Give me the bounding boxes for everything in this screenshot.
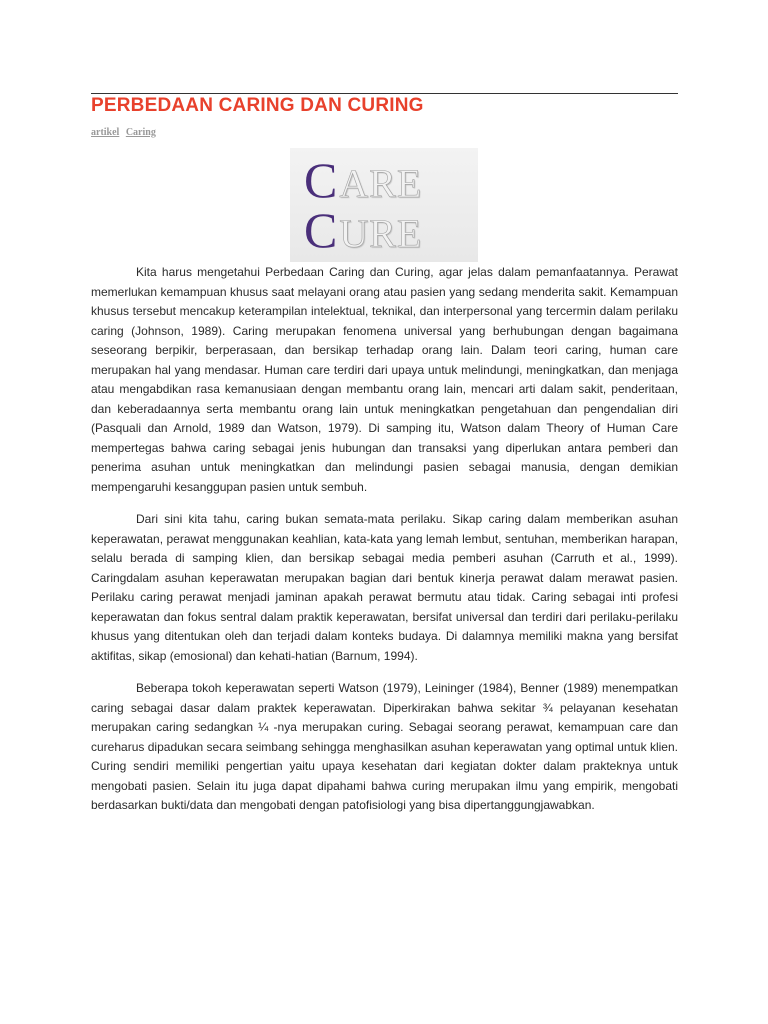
article-body (91, 263, 678, 829)
care-initial: C (304, 152, 338, 208)
care-rest: ARE (339, 161, 423, 206)
cure-word (304, 202, 423, 258)
paragraph-1: Kita harus mengetahui Perbedaan Caring dan Curing, agar jelas dalam pemanfaatannya. Perawat memerlukan kemampuan khusus saat melayani orang atau pasien yang sedang menderita sakit. Kemampuan khusus tersebut mencakup keterampilan intelektual, teknikal, dan interpersonal yang tercermin dalam perilaku caring (Johnson, 1989). Caring merupakan fenomena universal yang berhubungan dengan bagaimana seseorang berpikir, berperasaan, dan bersikap terhadap orang lain. Dalam teori caring, human care merupakan hal yang mendasar. Human care terdiri dari upaya untuk melindungi, meningkatkan, dan menjaga atau mengabdikan rasa kemanusiaan dengan membantu orang lain, mencari arti dalam sakit, penderitaan, dan keberadaannya serta membantu orang lain untuk meningkatkan pengetahuan dan pengendalian diri (Pasquali dan Arnold, 1989 dan Watson, 1979). Di samping itu, Watson dalam Theory of Human Care mempertegas bahwa caring sebagai jenis hubungan dan transaksi yang diperlukan antara pemberi dan penerima asuhan untuk meningkatkan dan melindungi pasien sebagai manusia, dengan demikian mempengaruhi kesanggupan pasien untuk sembuh. (91, 265, 678, 494)
paragraph-2: Dari sini kita tahu, caring bukan semata-mata perilaku. Sikap caring dalam memberikan asuhan keperawatan, perawat menggunakan keahlian, kata-kata yang lemah lembut, sentuhan, memberikan harapan, selalu berada di samping klien, dan bersikap sebagai media pemberi asuhan (Carruth et al., 1999). Caringdalam asuhan keperawatan merupakan bagian dari bentuk kinerja perawat dalam merawat pasien. Perilaku caring perawat menjadi jaminan apakah perawat bermutu atau tidak. Caring sebagai inti profesi keperawatan dan fokus sentral dalam praktik keperawatan, bersifat universal dan terdiri dari perilaku-perilaku khusus yang ditentukan oleh dan terjadi dalam konteks budaya. Di dalamnya memiliki makna yang bersifat aktifitas, sikap (emosional) dan kehati-hatian (Barnum, 1994). (91, 512, 678, 663)
paragraph-3: Beberapa tokoh keperawatan seperti Watson (1979), Leininger (1984), Benner (1989) menempatkan caring sebagai dasar dalam praktek keperawatan. Diperkirakan bahwa sekitar ¾ pelayanan kesehatan merupakan caring sedangkan ¼ -nya merupakan curing. Sebagai seorang perawat, kemampuan care dan cureharus dipadukan secara seimbang sehingga menghasilkan asuhan keperawatan yang optimal untuk klien. Curing sendiri memiliki pengertian yaitu upaya kesehatan dari kegiatan dokter dalam prakteknya untuk mengobati pasien. Selain itu juga dapat dipahami bahwa curing merupakan ilmu yang empirik, mengobati berdasarkan bukti/data dan mengobati dengan patofisiologi yang bisa dipertanggungjawabkan. (91, 681, 678, 812)
care-word (304, 152, 423, 208)
page-title: PERBEDAAN CARING DAN CURING (91, 95, 424, 116)
tag-list (91, 127, 160, 138)
tag-link-artikel[interactable]: artikel (91, 127, 120, 138)
top-divider (91, 93, 678, 94)
care-cure-image (290, 148, 478, 262)
cure-initial: C (304, 202, 338, 258)
cure-rest: URE (339, 211, 423, 256)
tag-link-caring[interactable]: Caring (125, 127, 156, 138)
